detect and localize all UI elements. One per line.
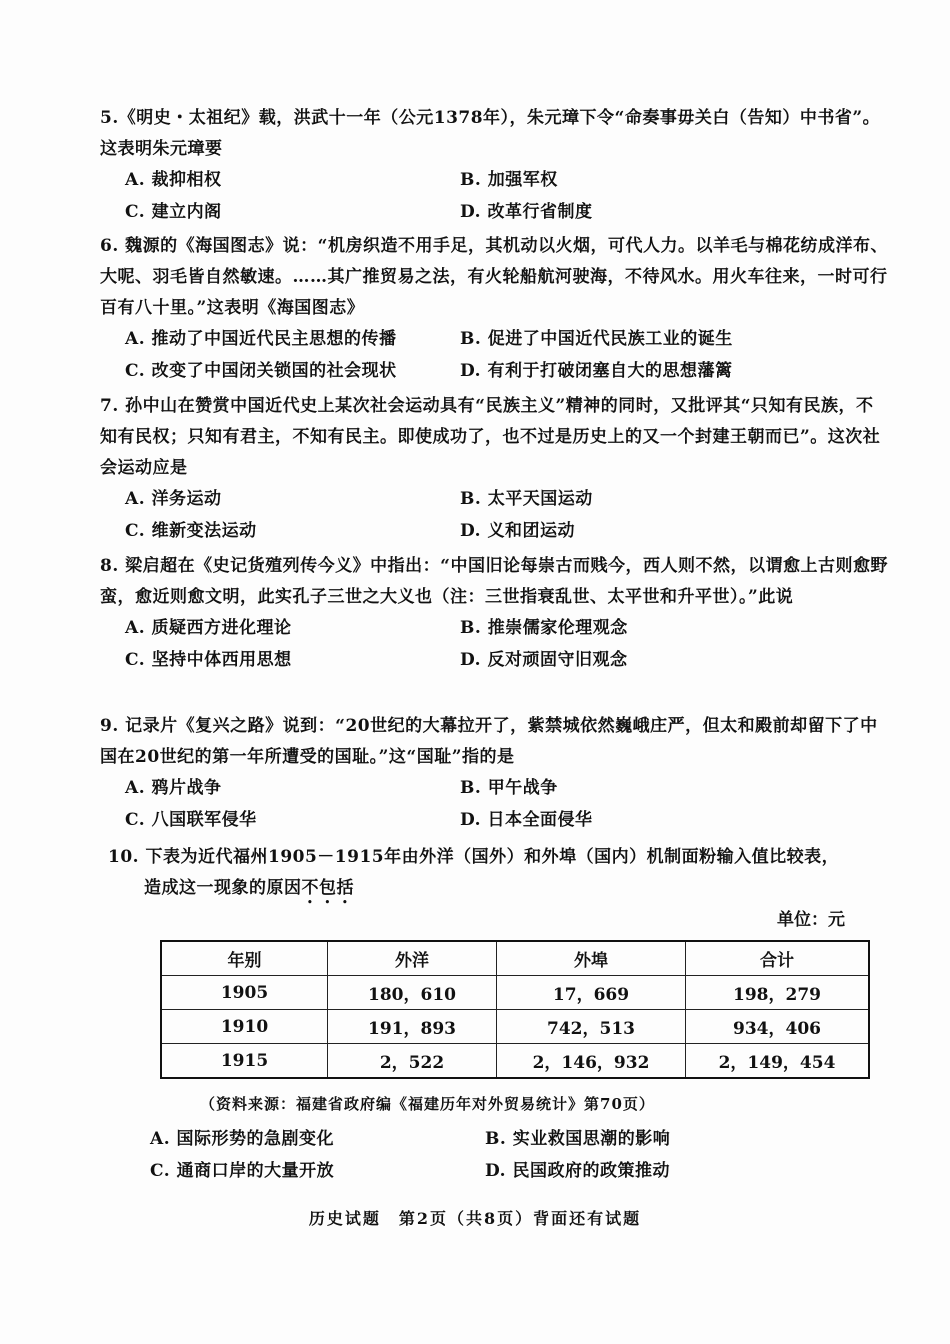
table-header-row (161, 941, 869, 976)
option-b: B. 太平天国运动 (460, 489, 593, 509)
option-a: A. 国际形势的急剧变化 (150, 1129, 335, 1149)
option-b: B. 实业救国思潮的影响 (485, 1129, 671, 1149)
import-value-table (160, 940, 870, 1079)
option-a: A. 洋务运动 (125, 489, 222, 509)
options (100, 324, 890, 388)
options (125, 1124, 915, 1188)
question-stem: 7. 孙中山在赞赏中国近代史上某次社会运动具有“民族主义”精神的同时，又批评其“只知有民族，不知有民权；只知有君主，不知有民主。即使成功了，也不过是历史上的又一个封建王朝而已”。这次社会运动应是 (100, 396, 881, 478)
question-8 (100, 551, 890, 677)
table-cell: 2，522 (328, 1044, 497, 1079)
table-row (161, 1044, 869, 1079)
question-10 (108, 842, 898, 908)
question-6 (100, 231, 890, 388)
question-stem-line2 (108, 873, 898, 908)
table-cell: 1915 (161, 1044, 328, 1079)
question-stem-line1: 10. 下表为近代福州1905－1915年由外洋（国外）和外埠（国内）机制面粉输入值比较表， (108, 847, 840, 867)
question-stem: 5.《明史・太祖纪》载，洪武十一年（公元1378年），朱元璋下令“命奏事毋关白（告知）中书省”。这表明朱元璋要 (100, 108, 881, 159)
options (100, 165, 890, 229)
unit-label: 单位：元 (777, 910, 845, 930)
table-source-note: （资料来源：福建省政府编《福建历年对外贸易统计》第70页） (200, 1095, 655, 1113)
question-5 (100, 103, 890, 229)
page-footer: 历史试题 第2页（共8页）背面还有试题 (308, 1209, 642, 1228)
column-header: 外埠 (497, 941, 686, 976)
table-cell: 1905 (161, 976, 328, 1010)
stem-text: 造成这一现象的原因 (144, 878, 302, 898)
option-d: D. 反对顽固守旧观念 (460, 650, 628, 670)
column-header: 年别 (161, 941, 328, 976)
option-c: C. 八国联军侵华 (125, 810, 257, 830)
option-a: A. 鸦片战争 (125, 778, 222, 798)
question-stem: 9. 记录片《复兴之路》说到：“20世纪的大幕拉开了，紫禁城依然巍峨庄严，但太和殿前却留下了中国在20世纪的第一年所遭受的国耻。”这“国耻”指的是 (100, 716, 878, 767)
option-d: D. 日本全面侵华 (460, 810, 593, 830)
question-stem: 8. 梁启超在《史记货殖列传今义》中指出：“中国旧论每崇古而贱今，西人则不然，以谓愈上古则愈野蛮，愈近则愈文明，此实孔子三世之大义也（注：三世指衰乱世、太平世和升平世）。”此说 (100, 556, 888, 607)
option-a: A. 质疑西方进化理论 (125, 618, 292, 638)
question-9 (100, 711, 890, 837)
table-cell: 180，610 (328, 976, 497, 1010)
table-cell: 198，279 (686, 976, 870, 1010)
option-b: B. 加强军权 (460, 170, 558, 190)
option-c: C. 改变了中国闭关锁国的社会现状 (125, 361, 397, 381)
options (100, 773, 890, 837)
column-header: 外洋 (328, 941, 497, 976)
table-cell: 2，149，454 (686, 1044, 870, 1079)
table-cell: 934，406 (686, 1010, 870, 1044)
column-header: 合计 (686, 941, 870, 976)
question-stem: 6. 魏源的《海国图志》说：“机房织造不用手足，其机动以火烟，可代人力。以羊毛与棉花纺成洋布、大呢、羽毛皆自然敏速。……其广推贸易之法，有火轮船航河驶海，不待风水。用火车往来，一时可行百有八十里。”这表明《海国图志》 (100, 236, 888, 318)
question-10-options (125, 1124, 915, 1188)
option-d: D. 民国政府的政策推动 (485, 1161, 670, 1181)
option-d: D. 有利于打破闭塞自大的思想藩篱 (460, 361, 733, 381)
option-b: B. 促进了中国近代民族工业的诞生 (460, 329, 733, 349)
emphasized-text: 不包括 (301, 878, 354, 898)
options (100, 613, 890, 677)
table-row (161, 976, 869, 1010)
option-c: C. 通商口岸的大量开放 (150, 1161, 335, 1181)
option-d: D. 义和团运动 (460, 521, 575, 541)
option-c: C. 建立内阁 (125, 202, 222, 222)
table-row (161, 1010, 869, 1044)
option-b: B. 甲午战争 (460, 778, 558, 798)
question-7 (100, 391, 890, 548)
option-c: C. 坚持中体西用思想 (125, 650, 292, 670)
table-cell: 1910 (161, 1010, 328, 1044)
option-a: A. 推动了中国近代民主思想的传播 (125, 329, 397, 349)
table-cell: 17，669 (497, 976, 686, 1010)
option-d: D. 改革行省制度 (460, 202, 593, 222)
option-b: B. 推崇儒家伦理观念 (460, 618, 628, 638)
table-cell: 742，513 (497, 1010, 686, 1044)
table-cell: 2，146，932 (497, 1044, 686, 1079)
option-c: C. 维新变法运动 (125, 521, 257, 541)
table-cell: 191，893 (328, 1010, 497, 1044)
options (100, 484, 890, 548)
option-a: A. 裁抑相权 (125, 170, 222, 190)
